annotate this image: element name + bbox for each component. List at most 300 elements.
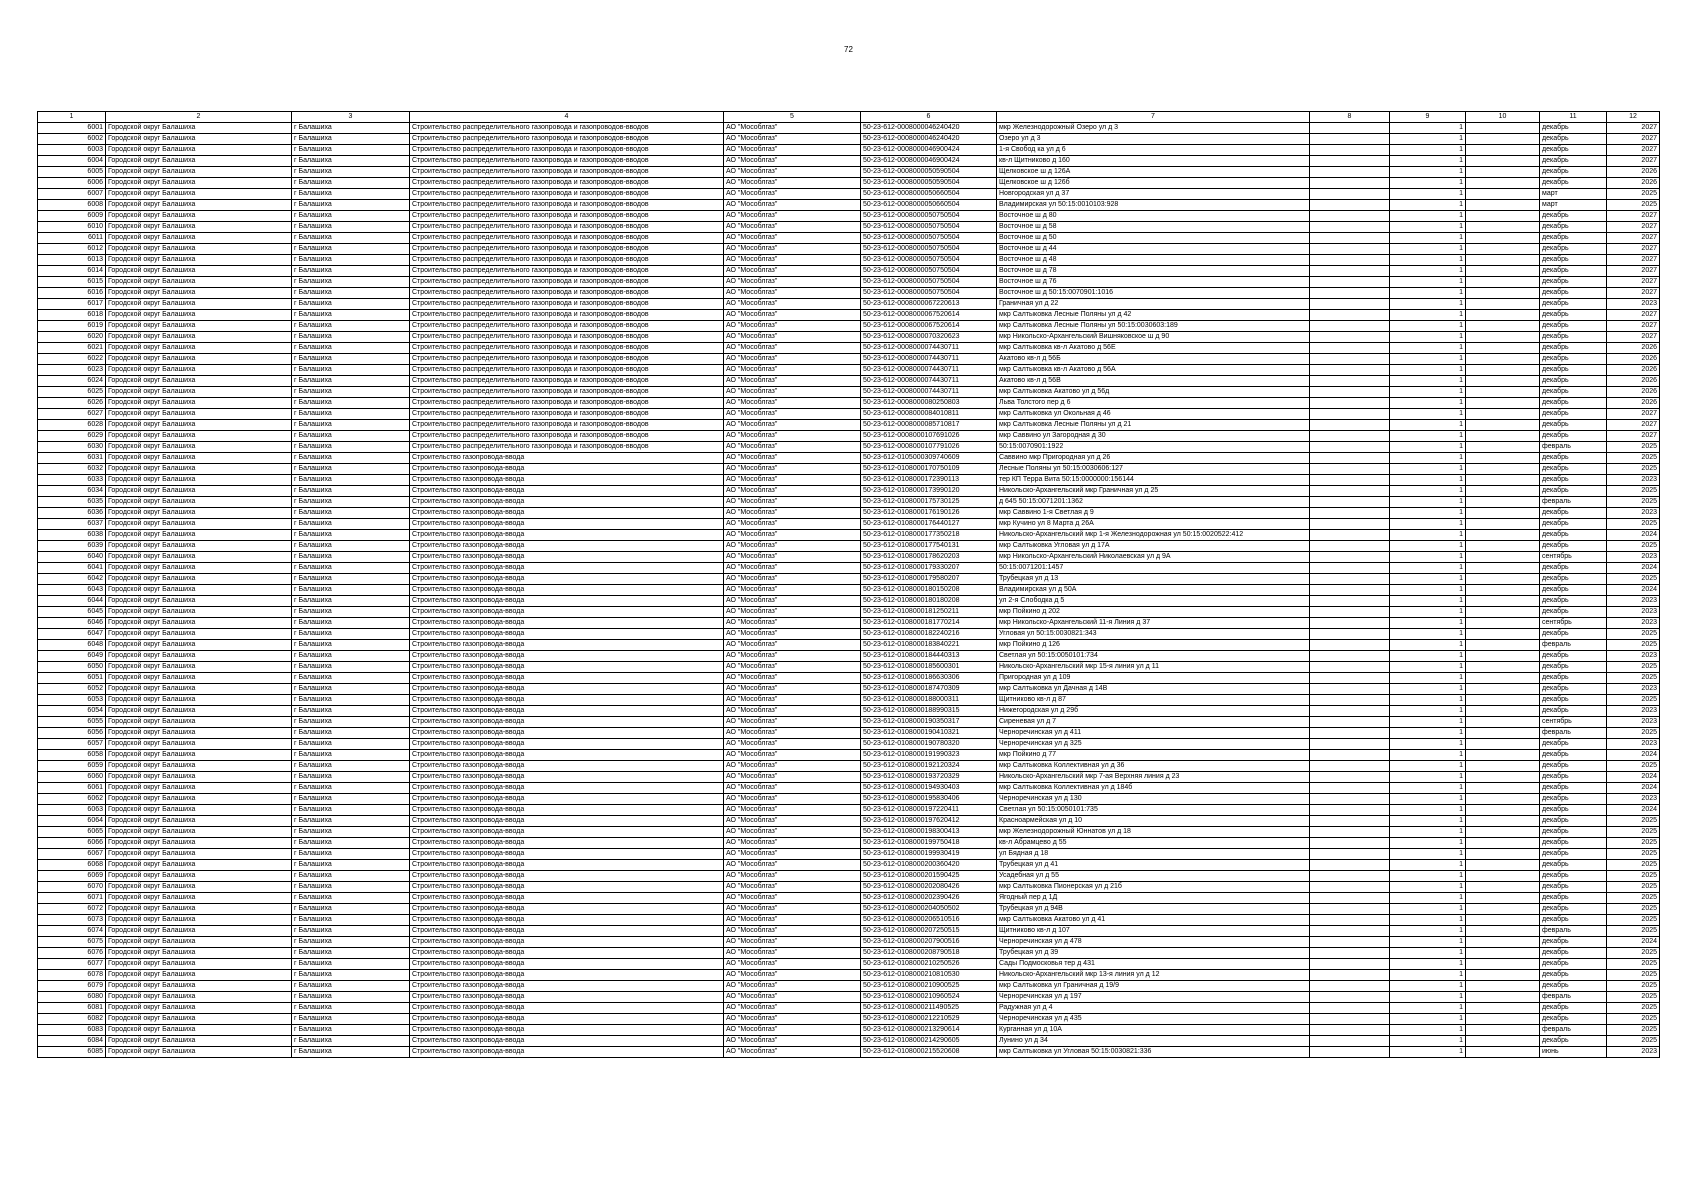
table-row	[38, 915, 1660, 926]
cell-col-2: Городской округ Балашиха	[106, 211, 292, 222]
cell-col-8	[1310, 255, 1390, 266]
cell-col-3: г Балашиха	[292, 365, 410, 376]
cell-col-3: г Балашиха	[292, 783, 410, 794]
column-header-10: 10	[1466, 112, 1540, 123]
cell-col-11: декабрь	[1540, 739, 1607, 750]
cell-col-12: 2023	[1607, 1047, 1660, 1058]
cell-col-5: АО "Мособлгаз"	[724, 398, 861, 409]
cell-col-10	[1466, 464, 1540, 475]
cell-col-3: г Балашиха	[292, 409, 410, 420]
cell-col-6: 50-23-612-0108000170750109	[861, 464, 997, 475]
cell-col-4: Строительство газопровода-ввода	[410, 563, 724, 574]
cell-col-7: Никольско-Архангельский мкр Граничная ул д 25	[997, 486, 1310, 497]
column-header-6: 6	[861, 112, 997, 123]
cell-col-7: мкр Салтыковка ул Граничная д 19/9	[997, 981, 1310, 992]
column-header-4: 4	[410, 112, 724, 123]
cell-col-12: 2027	[1607, 332, 1660, 343]
cell-col-8	[1310, 651, 1390, 662]
table-row	[38, 684, 1660, 695]
cell-col-2: Городской округ Балашиха	[106, 585, 292, 596]
cell-col-8	[1310, 200, 1390, 211]
cell-col-12: 2027	[1607, 134, 1660, 145]
cell-col-8	[1310, 409, 1390, 420]
cell-col-9: 1	[1390, 1003, 1466, 1014]
cell-col-5: АО "Мособлгаз"	[724, 926, 861, 937]
cell-col-3: г Балашиха	[292, 563, 410, 574]
cell-col-2: Городской округ Балашиха	[106, 618, 292, 629]
cell-col-4: Строительство газопровода-ввода	[410, 541, 724, 552]
cell-col-2: Городской округ Балашиха	[106, 134, 292, 145]
cell-col-10	[1466, 904, 1540, 915]
cell-col-8	[1310, 552, 1390, 563]
cell-col-5: АО "Мособлгаз"	[724, 574, 861, 585]
cell-col-9: 1	[1390, 794, 1466, 805]
cell-col-6: 50-23-612-0108000199750418	[861, 838, 997, 849]
table-row	[38, 673, 1660, 684]
cell-col-8	[1310, 772, 1390, 783]
cell-col-3: г Балашиха	[292, 508, 410, 519]
cell-col-12: 2025	[1607, 893, 1660, 904]
cell-col-8	[1310, 893, 1390, 904]
cell-col-3: г Балашиха	[292, 442, 410, 453]
cell-col-8	[1310, 178, 1390, 189]
cell-col-9: 1	[1390, 651, 1466, 662]
cell-col-7: Саввино мкр Пригородная ул д 26	[997, 453, 1310, 464]
table-row	[38, 321, 1660, 332]
cell-col-12: 2025	[1607, 464, 1660, 475]
cell-col-6: 50-23-612-0008000050590504	[861, 167, 997, 178]
cell-col-3: г Балашиха	[292, 376, 410, 387]
cell-col-11: декабрь	[1540, 255, 1607, 266]
cell-col-7: Владимирская ул 50:15:0010103:928	[997, 200, 1310, 211]
cell-col-12: 2023	[1607, 794, 1660, 805]
cell-col-12: 2027	[1607, 277, 1660, 288]
cell-col-6: 50-23-612-0108000201590425	[861, 871, 997, 882]
cell-col-6: 50-23-612-0108000202080426	[861, 882, 997, 893]
cell-col-11: декабрь	[1540, 629, 1607, 640]
cell-col-1: 6055	[38, 717, 106, 728]
cell-col-9: 1	[1390, 805, 1466, 816]
cell-col-10	[1466, 167, 1540, 178]
cell-col-8	[1310, 915, 1390, 926]
cell-col-5: АО "Мособлгаз"	[724, 860, 861, 871]
cell-col-3: г Балашиха	[292, 464, 410, 475]
cell-col-10	[1466, 420, 1540, 431]
cell-col-12: 2023	[1607, 706, 1660, 717]
cell-col-9: 1	[1390, 552, 1466, 563]
cell-col-6: 50-23-612-0108000194930403	[861, 783, 997, 794]
cell-col-2: Городской округ Балашиха	[106, 387, 292, 398]
cell-col-2: Городской округ Балашиха	[106, 310, 292, 321]
cell-col-12: 2025	[1607, 1036, 1660, 1047]
cell-col-4: Строительство газопровода-ввода	[410, 596, 724, 607]
cell-col-6: 50-23-612-0108000188000311	[861, 695, 997, 706]
cell-col-3: г Балашиха	[292, 904, 410, 915]
cell-col-12: 2023	[1607, 739, 1660, 750]
cell-col-3: г Балашиха	[292, 596, 410, 607]
cell-col-4: Строительство распределительного газопровода и газопроводов-вводов	[410, 321, 724, 332]
cell-col-7: мкр Салтыковка Акатово ул д 41	[997, 915, 1310, 926]
cell-col-10	[1466, 992, 1540, 1003]
cell-col-2: Городской округ Балашиха	[106, 607, 292, 618]
cell-col-1: 6079	[38, 981, 106, 992]
cell-col-5: АО "Мособлгаз"	[724, 464, 861, 475]
cell-col-8	[1310, 486, 1390, 497]
cell-col-4: Строительство газопровода-ввода	[410, 684, 724, 695]
cell-col-6: 50-23-612-0108000208790518	[861, 948, 997, 959]
cell-col-6: 50-23-612-0108000210900525	[861, 981, 997, 992]
cell-col-11: декабрь	[1540, 178, 1607, 189]
cell-col-11: декабрь	[1540, 211, 1607, 222]
cell-col-1: 6020	[38, 332, 106, 343]
cell-col-1: 6046	[38, 618, 106, 629]
cell-col-1: 6065	[38, 827, 106, 838]
cell-col-7: Лесные Поляны ул 50:15:0030606:127	[997, 464, 1310, 475]
cell-col-3: г Балашиха	[292, 222, 410, 233]
cell-col-2: Городской округ Балашиха	[106, 926, 292, 937]
cell-col-12: 2027	[1607, 310, 1660, 321]
cell-col-1: 6085	[38, 1047, 106, 1058]
cell-col-9: 1	[1390, 453, 1466, 464]
cell-col-10	[1466, 695, 1540, 706]
cell-col-5: АО "Мособлгаз"	[724, 585, 861, 596]
cell-col-10	[1466, 937, 1540, 948]
cell-col-7: 50:15:0071201:1457	[997, 563, 1310, 574]
cell-col-7: мкр Салтыковка Коллективная ул д 184б	[997, 783, 1310, 794]
cell-col-4: Строительство распределительного газопровода и газопроводов-вводов	[410, 189, 724, 200]
cell-col-4: Строительство распределительного газопровода и газопроводов-вводов	[410, 244, 724, 255]
cell-col-7: Красноармейская ул д 10	[997, 816, 1310, 827]
cell-col-1: 6025	[38, 387, 106, 398]
cell-col-1: 6048	[38, 640, 106, 651]
cell-col-11: декабрь	[1540, 277, 1607, 288]
cell-col-8	[1310, 981, 1390, 992]
cell-col-10	[1466, 838, 1540, 849]
cell-col-9: 1	[1390, 915, 1466, 926]
cell-col-4: Строительство газопровода-ввода	[410, 882, 724, 893]
cell-col-9: 1	[1390, 530, 1466, 541]
cell-col-1: 6038	[38, 530, 106, 541]
cell-col-6: 50-23-612-0008000050750504	[861, 266, 997, 277]
cell-col-7: Светлая ул 50:15:0050101:735	[997, 805, 1310, 816]
cell-col-10	[1466, 365, 1540, 376]
cell-col-2: Городской округ Балашиха	[106, 695, 292, 706]
cell-col-8	[1310, 1025, 1390, 1036]
cell-col-1: 6018	[38, 310, 106, 321]
cell-col-2: Городской округ Балашиха	[106, 860, 292, 871]
cell-col-6: 50-23-612-0008000074430711	[861, 387, 997, 398]
cell-col-4: Строительство газопровода-ввода	[410, 783, 724, 794]
cell-col-7: Никольско-Архангельский мкр 1-я Железнодорожная ул 50:15:0020522:412	[997, 530, 1310, 541]
cell-col-7: мкр Никольско-Архангельский Николаевская ул д 9А	[997, 552, 1310, 563]
cell-col-7: мкр Салтыковка Лесные Поляны ул д 21	[997, 420, 1310, 431]
table-row	[38, 948, 1660, 959]
table-row	[38, 497, 1660, 508]
cell-col-1: 6027	[38, 409, 106, 420]
cell-col-12: 2025	[1607, 453, 1660, 464]
cell-col-7: Щитниково кв-л д 107	[997, 926, 1310, 937]
table-row	[38, 255, 1660, 266]
cell-col-3: г Балашиха	[292, 871, 410, 882]
cell-col-7: Трубецкая ул д 13	[997, 574, 1310, 585]
cell-col-8	[1310, 332, 1390, 343]
cell-col-2: Городской округ Балашиха	[106, 200, 292, 211]
cell-col-2: Городской округ Балашиха	[106, 343, 292, 354]
cell-col-9: 1	[1390, 222, 1466, 233]
table-row	[38, 431, 1660, 442]
cell-col-5: АО "Мособлгаз"	[724, 497, 861, 508]
cell-col-1: 6035	[38, 497, 106, 508]
cell-col-11: февраль	[1540, 926, 1607, 937]
cell-col-12: 2023	[1607, 607, 1660, 618]
cell-col-2: Городской округ Балашиха	[106, 750, 292, 761]
table-row	[38, 1025, 1660, 1036]
cell-col-12: 2024	[1607, 750, 1660, 761]
cell-col-1: 6074	[38, 926, 106, 937]
cell-col-11: сентябрь	[1540, 618, 1607, 629]
cell-col-8	[1310, 761, 1390, 772]
cell-col-2: Городской округ Балашиха	[106, 519, 292, 530]
cell-col-11: декабрь	[1540, 1003, 1607, 1014]
cell-col-7: Новгородская ул д 37	[997, 189, 1310, 200]
cell-col-9: 1	[1390, 992, 1466, 1003]
cell-col-9: 1	[1390, 486, 1466, 497]
cell-col-3: г Балашиха	[292, 585, 410, 596]
cell-col-8	[1310, 739, 1390, 750]
cell-col-4: Строительство газопровода-ввода	[410, 728, 724, 739]
cell-col-1: 6001	[38, 123, 106, 134]
cell-col-6: 50-23-612-0108000175730125	[861, 497, 997, 508]
cell-col-3: г Балашиха	[292, 618, 410, 629]
cell-col-11: декабрь	[1540, 244, 1607, 255]
cell-col-6: 50-23-612-0008000067520614	[861, 321, 997, 332]
cell-col-5: АО "Мособлгаз"	[724, 640, 861, 651]
cell-col-11: февраль	[1540, 640, 1607, 651]
column-header-8: 8	[1310, 112, 1390, 123]
cell-col-4: Строительство газопровода-ввода	[410, 970, 724, 981]
cell-col-8	[1310, 794, 1390, 805]
cell-col-12: 2025	[1607, 662, 1660, 673]
cell-col-9: 1	[1390, 365, 1466, 376]
cell-col-7: Восточное ш д 48	[997, 255, 1310, 266]
cell-col-1: 6044	[38, 596, 106, 607]
cell-col-7: Черноречинская ул д 478	[997, 937, 1310, 948]
table-row	[38, 849, 1660, 860]
cell-col-2: Городской округ Балашиха	[106, 761, 292, 772]
cell-col-12: 2025	[1607, 486, 1660, 497]
cell-col-8	[1310, 387, 1390, 398]
table-row	[38, 970, 1660, 981]
table-row	[38, 277, 1660, 288]
cell-col-11: декабрь	[1540, 222, 1607, 233]
cell-col-12: 2025	[1607, 673, 1660, 684]
cell-col-3: г Балашиха	[292, 266, 410, 277]
cell-col-12: 2025	[1607, 189, 1660, 200]
cell-col-5: АО "Мособлгаз"	[724, 343, 861, 354]
cell-col-7: мкр Железнодорожный Юннатов ул д 18	[997, 827, 1310, 838]
cell-col-3: г Балашиха	[292, 134, 410, 145]
table-row	[38, 739, 1660, 750]
cell-col-11: декабрь	[1540, 464, 1607, 475]
cell-col-4: Строительство газопровода-ввода	[410, 464, 724, 475]
cell-col-1: 6022	[38, 354, 106, 365]
table-row	[38, 376, 1660, 387]
cell-col-3: г Балашиха	[292, 354, 410, 365]
cell-col-5: АО "Мособлгаз"	[724, 365, 861, 376]
cell-col-11: декабрь	[1540, 354, 1607, 365]
cell-col-5: АО "Мособлгаз"	[724, 233, 861, 244]
cell-col-1: 6019	[38, 321, 106, 332]
cell-col-3: г Балашиха	[292, 816, 410, 827]
cell-col-4: Строительство распределительного газопровода и газопроводов-вводов	[410, 354, 724, 365]
cell-col-2: Городской округ Балашиха	[106, 321, 292, 332]
cell-col-6: 50-23-612-0108000190410321	[861, 728, 997, 739]
cell-col-12: 2026	[1607, 178, 1660, 189]
cell-col-5: АО "Мособлгаз"	[724, 134, 861, 145]
cell-col-2: Городской округ Балашиха	[106, 915, 292, 926]
cell-col-9: 1	[1390, 211, 1466, 222]
cell-col-5: АО "Мособлгаз"	[724, 662, 861, 673]
cell-col-6: 50-23-612-0108000190780320	[861, 739, 997, 750]
cell-col-5: АО "Мособлгаз"	[724, 431, 861, 442]
cell-col-3: г Балашиха	[292, 332, 410, 343]
cell-col-2: Городской округ Балашиха	[106, 189, 292, 200]
cell-col-5: АО "Мособлгаз"	[724, 794, 861, 805]
cell-col-11: декабрь	[1540, 409, 1607, 420]
cell-col-8	[1310, 398, 1390, 409]
cell-col-7: Трубецкая ул д 41	[997, 860, 1310, 871]
cell-col-2: Городской округ Балашиха	[106, 970, 292, 981]
cell-col-1: 6021	[38, 343, 106, 354]
cell-col-5: АО "Мособлгаз"	[724, 508, 861, 519]
cell-col-5: АО "Мособлгаз"	[724, 937, 861, 948]
cell-col-4: Строительство газопровода-ввода	[410, 772, 724, 783]
cell-col-8	[1310, 728, 1390, 739]
cell-col-9: 1	[1390, 728, 1466, 739]
cell-col-4: Строительство газопровода-ввода	[410, 948, 724, 959]
cell-col-6: 50-23-612-0008000050750504	[861, 255, 997, 266]
cell-col-12: 2025	[1607, 981, 1660, 992]
cell-col-3: г Балашиха	[292, 178, 410, 189]
cell-col-12: 2025	[1607, 959, 1660, 970]
cell-col-4: Строительство распределительного газопровода и газопроводов-вводов	[410, 299, 724, 310]
column-header-9: 9	[1390, 112, 1466, 123]
cell-col-9: 1	[1390, 464, 1466, 475]
cell-col-7: Восточное ш д 80	[997, 211, 1310, 222]
cell-col-2: Городской округ Балашиха	[106, 277, 292, 288]
cell-col-7: Угловая ул 50:15:0030821:343	[997, 629, 1310, 640]
cell-col-1: 6071	[38, 893, 106, 904]
cell-col-2: Городской округ Балашиха	[106, 145, 292, 156]
cell-col-8	[1310, 354, 1390, 365]
cell-col-7: Радужная ул д 4	[997, 1003, 1310, 1014]
column-header-11: 11	[1540, 112, 1607, 123]
cell-col-9: 1	[1390, 981, 1466, 992]
cell-col-5: АО "Мособлгаз"	[724, 519, 861, 530]
cell-col-4: Строительство газопровода-ввода	[410, 937, 724, 948]
cell-col-4: Строительство газопровода-ввода	[410, 607, 724, 618]
cell-col-1: 6014	[38, 266, 106, 277]
cell-col-10	[1466, 156, 1540, 167]
cell-col-12: 2027	[1607, 321, 1660, 332]
cell-col-10	[1466, 123, 1540, 134]
table-row	[38, 222, 1660, 233]
cell-col-3: г Балашиха	[292, 519, 410, 530]
cell-col-9: 1	[1390, 145, 1466, 156]
cell-col-3: г Балашиха	[292, 574, 410, 585]
cell-col-4: Строительство распределительного газопровода и газопроводов-вводов	[410, 431, 724, 442]
cell-col-3: г Балашиха	[292, 1047, 410, 1058]
cell-col-3: г Балашиха	[292, 200, 410, 211]
cell-col-11: февраль	[1540, 442, 1607, 453]
cell-col-4: Строительство газопровода-ввода	[410, 893, 724, 904]
cell-col-1: 6013	[38, 255, 106, 266]
cell-col-8	[1310, 904, 1390, 915]
cell-col-12: 2025	[1607, 574, 1660, 585]
cell-col-10	[1466, 662, 1540, 673]
cell-col-5: АО "Мособлгаз"	[724, 310, 861, 321]
cell-col-7: тер КП Терра Вита 50:15:0000000:156144	[997, 475, 1310, 486]
cell-col-11: декабрь	[1540, 970, 1607, 981]
cell-col-7: ул Бядная д 18	[997, 849, 1310, 860]
cell-col-3: г Балашиха	[292, 277, 410, 288]
cell-col-6: 50-23-612-0108000212210529	[861, 1014, 997, 1025]
cell-col-4: Строительство газопровода-ввода	[410, 640, 724, 651]
table-row	[38, 288, 1660, 299]
cell-col-5: АО "Мособлгаз"	[724, 387, 861, 398]
cell-col-6: 50-23-612-0108000173990120	[861, 486, 997, 497]
cell-col-6: 50-23-612-0108000210250526	[861, 959, 997, 970]
cell-col-6: 50-23-612-0008000046240420	[861, 134, 997, 145]
cell-col-6: 50-23-612-0008000085710817	[861, 420, 997, 431]
cell-col-8	[1310, 937, 1390, 948]
table-row	[38, 772, 1660, 783]
cell-col-10	[1466, 244, 1540, 255]
cell-col-12: 2025	[1607, 519, 1660, 530]
cell-col-9: 1	[1390, 871, 1466, 882]
cell-col-9: 1	[1390, 354, 1466, 365]
cell-col-5: АО "Мособлгаз"	[724, 123, 861, 134]
cell-col-6: 50-23-612-0108000181770214	[861, 618, 997, 629]
cell-col-3: г Балашиха	[292, 860, 410, 871]
cell-col-12: 2027	[1607, 222, 1660, 233]
cell-col-7: Черноречинская ул д 325	[997, 739, 1310, 750]
cell-col-9: 1	[1390, 431, 1466, 442]
cell-col-3: г Балашиха	[292, 497, 410, 508]
cell-col-2: Городской округ Балашиха	[106, 805, 292, 816]
cell-col-5: АО "Мособлгаз"	[724, 695, 861, 706]
cell-col-7: Граничная ул д 22	[997, 299, 1310, 310]
cell-col-10	[1466, 794, 1540, 805]
cell-col-3: г Балашиха	[292, 244, 410, 255]
cell-col-3: г Балашиха	[292, 827, 410, 838]
cell-col-9: 1	[1390, 497, 1466, 508]
header-row	[38, 112, 1660, 123]
cell-col-8	[1310, 475, 1390, 486]
cell-col-11: декабрь	[1540, 123, 1607, 134]
cell-col-12: 2027	[1607, 211, 1660, 222]
cell-col-3: г Балашиха	[292, 1003, 410, 1014]
cell-col-5: АО "Мособлгаз"	[724, 255, 861, 266]
cell-col-2: Городской округ Балашиха	[106, 728, 292, 739]
cell-col-1: 6009	[38, 211, 106, 222]
cell-col-2: Городской округ Балашиха	[106, 904, 292, 915]
cell-col-5: АО "Мособлгаз"	[724, 244, 861, 255]
cell-col-6: 50-23-612-0108000179330207	[861, 563, 997, 574]
cell-col-7: Щитниково кв-л д 87	[997, 695, 1310, 706]
cell-col-1: 6082	[38, 1014, 106, 1025]
cell-col-9: 1	[1390, 618, 1466, 629]
